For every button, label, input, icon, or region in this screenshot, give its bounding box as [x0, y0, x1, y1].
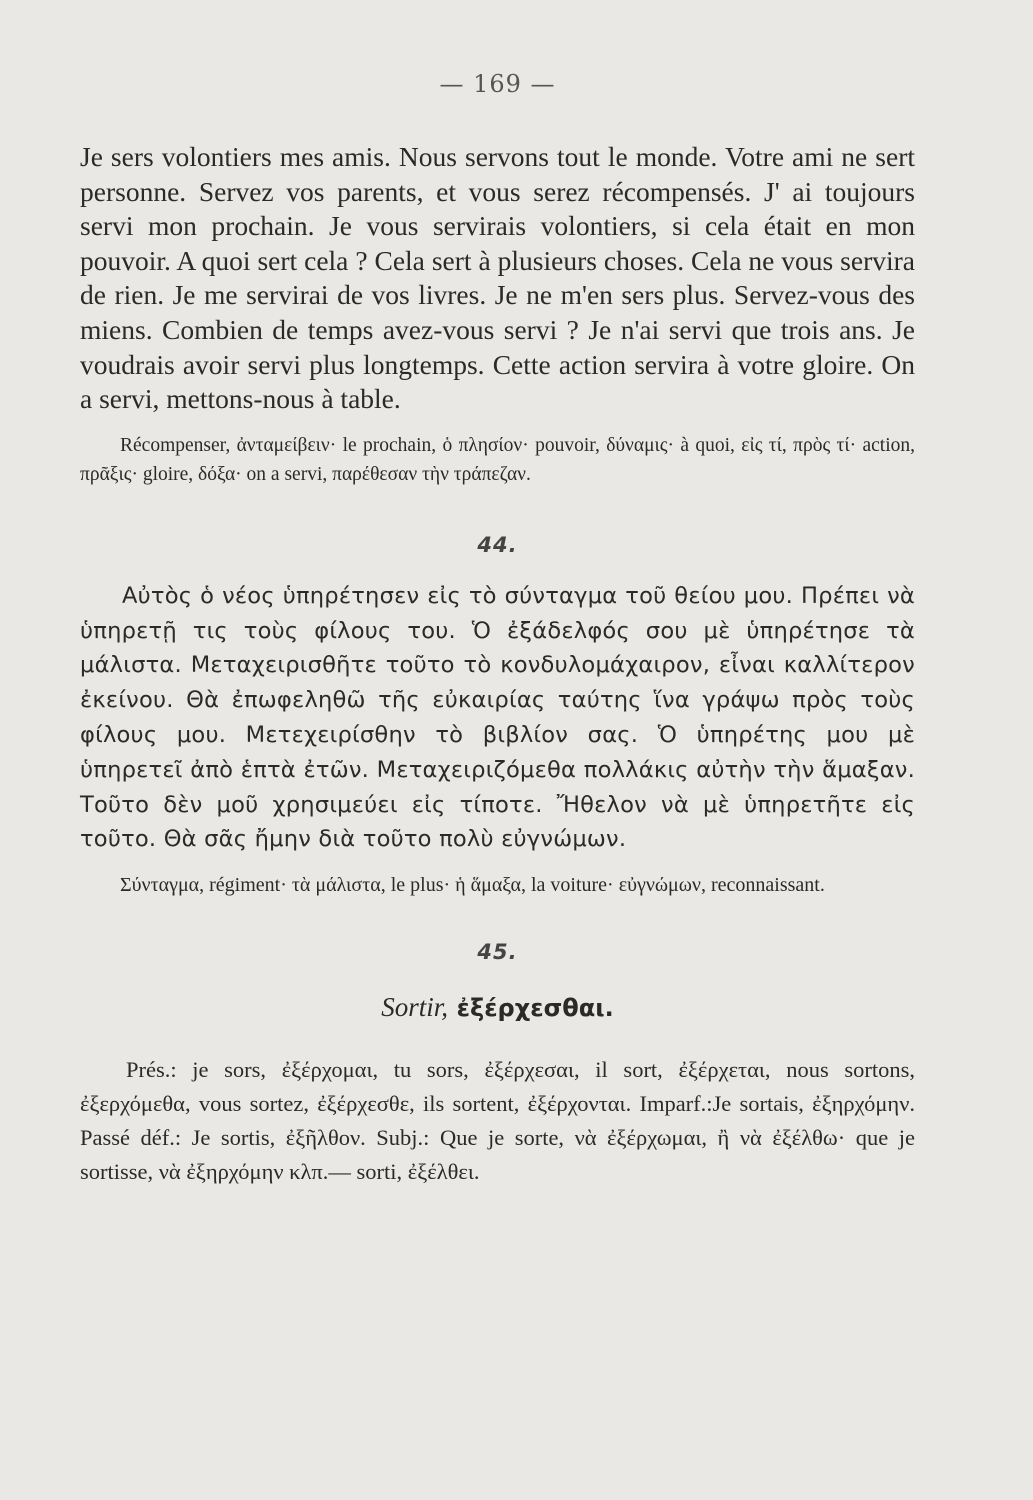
french-vocabulary-gloss: Récompenser, ἀνταμείβειν· le prochain, ὁ πλησίον· pouvoir, δύναμις· à quoi, εἰς τί, πρὸς τί· action, πρᾶξις· gloire, δόξα· on a servi, παρέθεσαν τὴν τράπεζαν.	[80, 434, 915, 485]
verb-title	[80, 992, 915, 1023]
verb-title-french: Sortir,	[381, 992, 449, 1023]
greek-vocabulary-gloss: Σύνταγμα, régiment· τὰ μάλιστα, le plus· ἡ ἅμαξα, la voiture· εὐγνώμων, reconnaissant.	[120, 874, 825, 897]
french-exercise-paragraph: Je sers volontiers mes amis. Nous servons tout le monde. Votre ami ne sert personne. Servez vos parents, et vous serez récompensés. J' ai toujours servi mon prochain. Je vous servirais volontiers, si cela était en mon pouvoir. A quoi sert cela ? Cela sert à plusieurs choses. Cela ne vous servira de rien. Je me servirai de vos livres. Je ne m'en sers plus. Servez-vous des miens. Combien de temps avez-vous servi ? Je n'ai servi que trois ans. Je voudrais avoir servi plus longtemps. Cette action servira à votre gloire. On a servi, mettons-nous à table.	[80, 141, 915, 415]
page-number: — 169 —	[439, 70, 556, 98]
lesson-44-heading: 44.	[477, 532, 518, 557]
greek-exercise-paragraph: Αὐτὸς ὁ νέος ὑπηρέτησεν εἰς τὸ σύνταγμα τοῦ θείου μου. Πρέπει νὰ ὑπηρετῇ τις τοὺς φίλους του. Ὁ ἐξάδελφός σου μὲ ὑπηρέτησε τὰ μάλιστα. Μεταχειρισθῆτε τοῦτο τὸ κονδυλομάχαιρον, εἶναι καλλίτερον ἐκείνου. Θὰ ἐπωφεληθῶ τῆς εὐκαιρίας ταύτης ἵνα γράψω πρὸς τοὺς φίλους μου. Μετεχειρίσθην τὸ βιβλίον σας. Ὁ ὑπηρέτης μου μὲ ὑπηρετεῖ ἀπὸ ἑπτὰ ἐτῶν. Μεταχειριζόμεθα πολλάκις αὐτὴν τὴν ἅμαξαν. Τοῦτο δὲν μοῦ χρησιμεύει εἰς τίποτε. Ἤθελον νὰ μὲ ὑπηρετῆτε εἰς τοῦτο. Θὰ σᾶς ἤμην διὰ τοῦτο πολὺ εὐγνώμων.	[80, 582, 915, 853]
lesson-45-heading: 45.	[477, 940, 518, 965]
verb-title-greek: ἐξέρχεσθαι.	[456, 994, 614, 1023]
conjugation-paragraph: Prés.: je sors, ἐξέρχομαι, tu sors, ἐξέρχεσαι, il sort, ἐξέρχεται, nous sortons, ἐξερχόμεθα, vous sortez, ἐξέρχεσθε, ils sortent, ἐξέρχονται. Imparf.:Je sortais, ἐξηρχόμην. Passé déf.: Je sortis, ἐξῆλθον. Subj.: Que je sorte, νὰ ἐξέρχωμαι, ἢ νὰ ἐξέλθω· que je sortisse, νὰ ἐξηρχόμην κλπ.— sorti, ἐξέλθει.	[80, 1057, 915, 1185]
